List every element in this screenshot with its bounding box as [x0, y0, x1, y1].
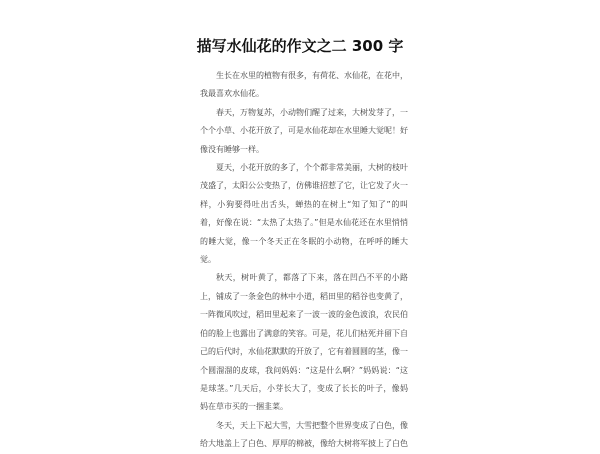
paragraph-summer: 夏天，小花开放的多了，个个都非常美丽，大树的枝叶茂盛了，太阳公公变热了，仿佛谁招惹了它，让它发了火一样，小狗要得吐出舌头，蝉热的在树上“知了知了”的叫着，好像在说：“太热了太热了。”但是水仙花还在水里悄悄的睡大觉，像一个冬天正在冬眠的小动物，在呼呼的睡大觉。 — [200, 163, 408, 265]
paragraph-winter: 冬天，天上下起大雪，大雪把整个世界变成了白色，像给大地盖上了白色、厚厚的棉被，像给大树将军披上了白色 — [200, 420, 408, 449]
paragraph-intro: 生长在水里的植物有很多，有荷花、水仙花，在花中，我最喜欢水仙花。 — [200, 71, 408, 99]
paragraph-autumn: 秋天，树叶黄了，都落了下来，落在凹凸不平的小路上，铺成了一条金色的林中小道，稻田里的稻谷也变黄了，一阵微风吹过，稻田里起来了一波一波的金色波浪，农民伯伯的脸上也露出了满意的笑容。可是，花儿们枯死并留下自己的后代时，水仙花默默的开放了，它有着圆圆的茎，像一个圆溜溜的皮球，我问妈妈：“这是什么啊？”妈妈说：“这是球茎。”几天后，小芽长大了，变成了长长的叶子，像妈妈在草市买的一捆韭菜。 — [200, 273, 408, 412]
paragraph-spring: 春天，万物复苏，小动物们醒了过来，大树发芽了，一个个小草、小花开放了，可是水仙花却在水里睡大觉呢！好像没有睡够一样。 — [200, 107, 408, 154]
document-title: 描写水仙花的作文之二 300 字 — [196, 37, 404, 55]
document-body — [200, 67, 408, 454]
